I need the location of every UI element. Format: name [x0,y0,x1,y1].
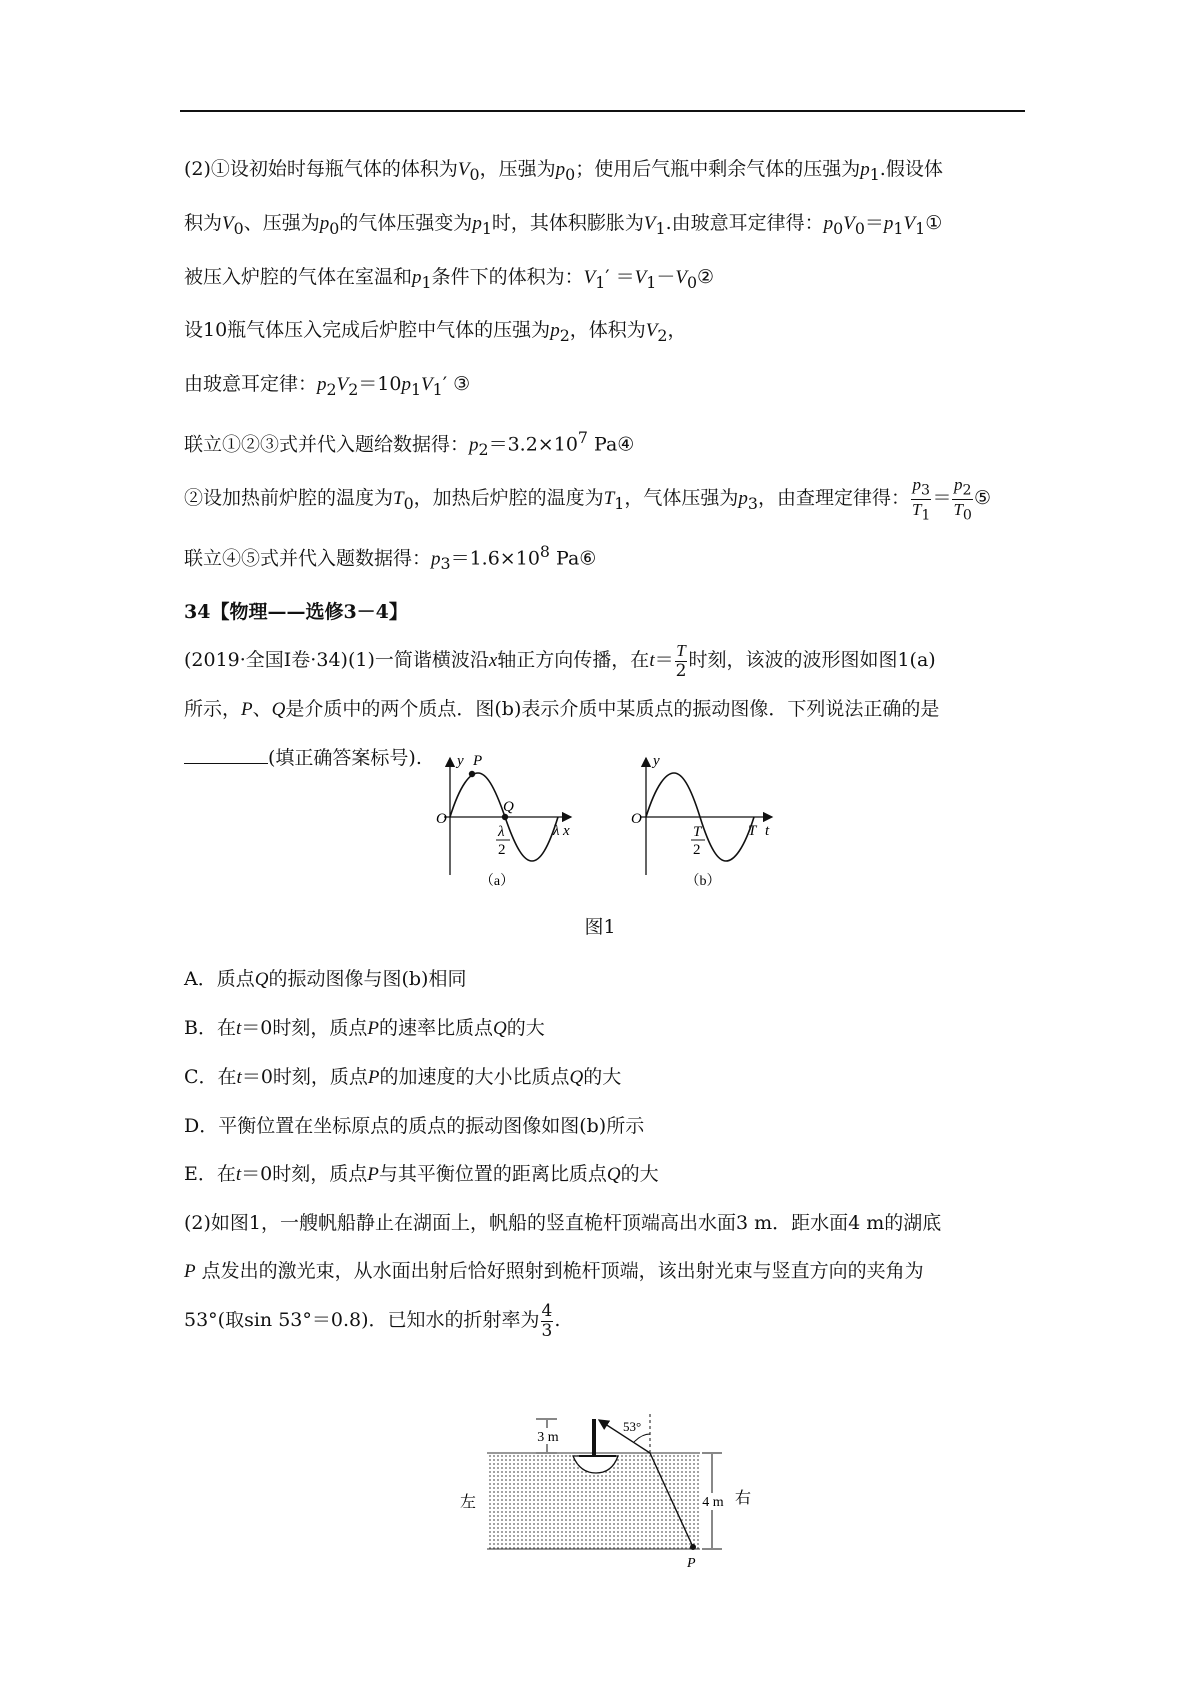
graph-b-vibration [631,753,772,889]
graph-b-origin: O [631,811,642,827]
mast-height-label: 3 m [537,1430,559,1445]
fraction-p2-t0: $\frac{p_2}{T_0}$ [953,475,972,523]
solution-line-1: (2)①设初始时每瓶气体的体积为$V_0$，压强为$p_0$；使用后气瓶中剩余气体的压强为$p_1$.假设体 [184,158,943,184]
solution-line-2: 积为$V_0$、压强为$p_0$的气体压强变为$p_1$时，其体积膨胀为$V_1$.由玻意耳定律得：$p_0V_0=p_1V_1①$ [184,211,943,238]
graph-a-origin: O [436,811,447,827]
graph-b-period: T [748,823,757,839]
question1-line-1: (2019·全国Ⅰ卷·34)(1)一简谐横波沿x轴正方向传播，在t＝ $\frac{T}{2}$ 时刻，该波的波形图如图1(a) [184,641,936,682]
solution-line-4: 设10瓶气体压入完成后炉腔中气体的压强为$p_2$，体积为$V_2$， [184,319,687,346]
options-block [184,955,1026,1344]
graph-b-t-half-num: T [693,824,702,840]
graph-a-lambda-num: λ [498,824,505,840]
figure-1-caption: 图1 [584,916,616,938]
solution-line-7: ②设加热前炉腔的温度为$T_0$，加热后炉腔的温度为$T_1$，气体压强为$p_3$，由查理定律得： $\frac{p_3}{T_1}$ ＝ $\frac{p_2}{T_0}$ ⑤ [184,475,991,523]
graph-a-x-label: x [563,823,570,839]
solution-line-8: 联立④⑤式并代入题数据得：$p_3=1.6\times 10^8$ Pa⑥ [184,541,597,574]
graph-b-caption: （b） [685,874,721,889]
question2-line-3: 53°(取sin 53°＝0.8)．已知水的折射率为 $\frac{4}{3}$ . [184,1300,561,1341]
solution-line-3: 被压入炉腔的气体在室温和$p_1$条件下的体积为：$V_1'$ $=V_1-V_0②$ [184,265,715,292]
graph-a-y-label: y [457,753,464,769]
header-rule [180,110,1025,112]
left-label: 左 [460,1494,477,1511]
graph-b-y-label: y [653,753,660,769]
question1-line-2: 所示，P、Q是介质中的两个质点．图(b)表示介质中某质点的振动图像．下列说法正确的是 [184,698,940,721]
option-b: B．在t＝0时刻，质点P的速率比质点Q的大 [184,1017,545,1039]
right-label: 右 [735,1490,752,1507]
solution-block [184,145,1026,782]
depth-label: 4 m [702,1495,724,1510]
figure-2-sailboat [0,1410,1200,1590]
graph-a-q-label: Q [503,799,514,815]
section-title: 34【物理——选修3－4】 [184,601,408,624]
angle-label: 53° [623,1419,642,1434]
graph-b-x-label: t [765,823,770,839]
solution-line-5: 由玻意耳定律：$p_2V_2=10p_1V_1'$ ③ [184,373,471,399]
fraction-4-3: $\frac{4}{3}$ [541,1300,553,1341]
graph-a-lambda-den: 2 [498,842,506,858]
option-e: E．在t＝0时刻，质点P与其平衡位置的距离比质点Q的大 [184,1163,659,1185]
question2-line-2: P 点发出的激光束，从水面出射后恰好照射到桅杆顶端，该出射光束与竖直方向的夹角为 [184,1260,924,1282]
angle-arc [634,1434,650,1442]
fraction-p3-t1: $\frac{p_3}{T_1}$ [911,475,931,523]
question1-line-3: (填正确答案标号). [184,734,1026,782]
option-c: C．在t＝0时刻，质点P的加速度的大小比质点Q的大 [184,1066,622,1088]
point-p-laser [690,1544,696,1550]
question2-line-1: (2)如图1，一艘帆船静止在湖面上，帆船的竖直桅杆顶端高出水面3 m．距水面4 m的湖底 [184,1212,942,1234]
graph-a-p-label: P [473,753,483,769]
option-d: D．平衡位置在坐标原点的质点的振动图像如图(b)所示 [184,1115,645,1137]
graph-b-t-half-den: 2 [693,842,701,858]
graph-a-wave [436,753,571,889]
solution-line-6: 联立①②③式并代入题给数据得：$p_2=3.2\times 10^7$ Pa④ [184,427,635,460]
graph-a-caption: （a） [479,874,515,889]
point-p-label: P [687,1556,696,1571]
point-p [469,771,475,777]
fraction-t-half: $\frac{T}{2}$ [675,641,687,682]
graph-a-lambda: λ [553,823,560,839]
option-a: A．质点Q的振动图像与图(b)相同 [184,968,467,990]
